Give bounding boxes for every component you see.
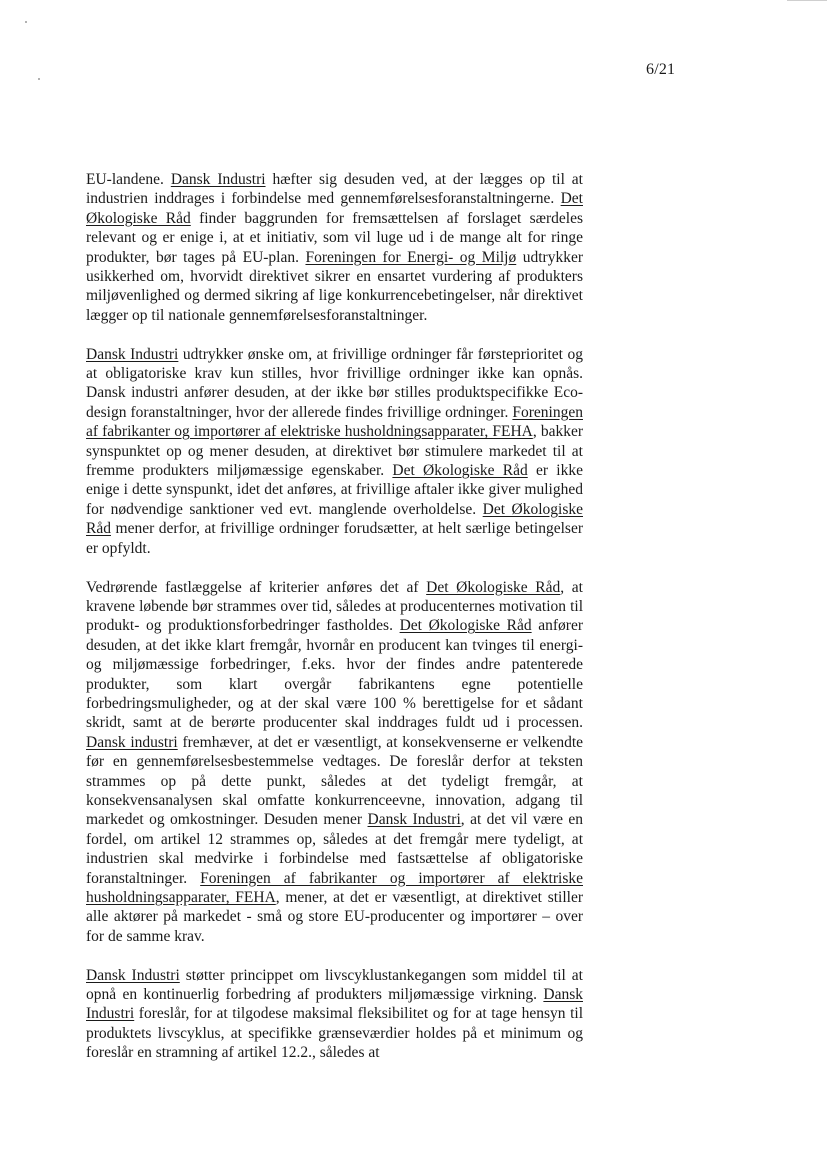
body-text: anfører desuden, at det ikke klart fremgår, hvornår en producent kan tvinges til energi- og miljømæssige forbedringer, f.eks. hvor der findes andre patenterede produkter, som klart overgår fabrikantens egne potentielle forbedringsmuligheder, og at der skal være 100 % berettigelse for et sådant skridt, samt at de berørte producenter skal inddrages fuldt ud i processen. bbox=[86, 617, 583, 732]
organization-name: Det Økologiske Råd bbox=[399, 617, 532, 635]
document-body bbox=[86, 170, 583, 1082]
paragraph bbox=[86, 966, 583, 1063]
paragraph bbox=[86, 345, 583, 558]
body-text: , at det vil være en fordel, om artikel 12 strammes op, således at det fremgår mere tydeligt, at industrien skal medvirke i forbindelse med fastsættelse af obligatoriske foranstaltninger. bbox=[86, 811, 584, 887]
organization-name: Foreningen af fabrikanter og importører af elektriske husholdningsapparater, FEHA bbox=[86, 869, 583, 906]
organization-name: Det Økologiske Råd bbox=[392, 462, 528, 480]
body-text: , mener, at det er væsentligt, at direktivet stiller alle aktører på markedet - små og store EU-producenter og importører – over for de samme krav. bbox=[86, 889, 583, 945]
organization-name: Det Økologiske Råd bbox=[86, 190, 583, 227]
organization-name: Dansk industri bbox=[86, 733, 178, 751]
scan-speck bbox=[25, 21, 27, 23]
body-text: er ikke enige i dette synspunkt, idet det anføres, at frivillige aftaler ikke giver mulighed for nødvendige sanktioner ved evt. manglende overholdelse. bbox=[86, 462, 583, 518]
organization-name: Dansk Industri bbox=[170, 171, 266, 188]
organization-name: Foreningen for Energi- og Miljø bbox=[305, 248, 517, 266]
body-text: støtter princippet om livscyklustankegangen som middel til at opnå en kontinuerlig forbedring af produkters miljømæssige virkning. bbox=[86, 966, 583, 1004]
organization-name: Foreningen af fabrikanter og importører af elektriske husholdningsapparater, FEHA bbox=[86, 403, 583, 441]
body-text: udtrykker ønske om, at frivillige ordninger får førsteprioritet og at obligatoriske krav kun stilles, hvor frivillige ordninger ikke kan opnås. Dansk industri anfører desuden, at der ikke bør stilles produktspecifikke Eco-design foranstaltninger, hvor der allerede findes frivillige ordninger. bbox=[86, 345, 583, 421]
paragraph bbox=[86, 170, 583, 325]
scan-speck bbox=[38, 78, 40, 80]
organization-name: Det Økologiske Råd bbox=[426, 578, 561, 596]
body-text: udtrykker usikkerhed om, hvorvidt direktivet sikrer en ensartet vurdering af produkters miljøvenlighed og dermed sikring af lige konkurrencebetingelser, når direktivet lægger op til nationale gennemførelsesforanstaltninger. bbox=[86, 248, 583, 324]
paragraph bbox=[86, 578, 583, 947]
body-text: finder baggrunden for fremsættelsen af forslaget særdeles relevant og er enige i, at et initiativ, som vil luge ud i de mange alt for ringe produkter, bør tages på EU-plan. bbox=[86, 209, 583, 266]
body-text: foreslår, for at tilgodese maksimal fleksibilitet og for at tage hensyn til produktets livscyklus, at specifikke grænseværdier holdes på et minimum og foreslår en stramning af artikel 12.2., således at bbox=[86, 1005, 583, 1062]
page-number: 6/21 bbox=[646, 61, 676, 78]
body-text: hæfter sig desuden ved, at der lægges op til at industrien inddrages i forbindelse med gennemførelsesforanstaltningerne. bbox=[86, 171, 583, 208]
body-text: , at kravene løbende bør strammes over tid, således at producenternes motivation til produkt- og produktionsforbedringer fastholdes. bbox=[86, 578, 583, 635]
body-text: Vedrørende fastlæggelse af kriterier anføres det af bbox=[86, 578, 427, 596]
organization-name: Dansk Industri bbox=[86, 986, 583, 1023]
organization-name: Dansk Industri bbox=[86, 345, 179, 363]
body-text: , bakker synspunktet op og mener desuden, at direktivet bør stimulere markedet til at fremme produkters miljømæssige egenskaber. bbox=[86, 423, 583, 480]
body-text: mener derfor, at frivillige ordninger forudsætter, at helt særlige betingelser er opfyldt. bbox=[86, 520, 583, 557]
organization-name: Det Økologiske Råd bbox=[86, 500, 583, 538]
body-text: fremhæver, at det er væsentligt, at konsekvenserne er velkendte før en gennemførelsesbestemmelse vedtages. De foreslår derfor at teksten strammes op på dette punkt, således at det tydeligt fremgår, at konsekvensanalysen skal omfatte konkurrenceevne, innovation, adgang til markedet og omkostninger. Desuden mener bbox=[86, 733, 584, 829]
organization-name: Dansk Industri bbox=[367, 811, 461, 829]
body-text: EU-landene. bbox=[86, 171, 171, 188]
organization-name: Dansk Industri bbox=[86, 966, 180, 984]
scan-edge-line bbox=[787, 0, 827, 1]
